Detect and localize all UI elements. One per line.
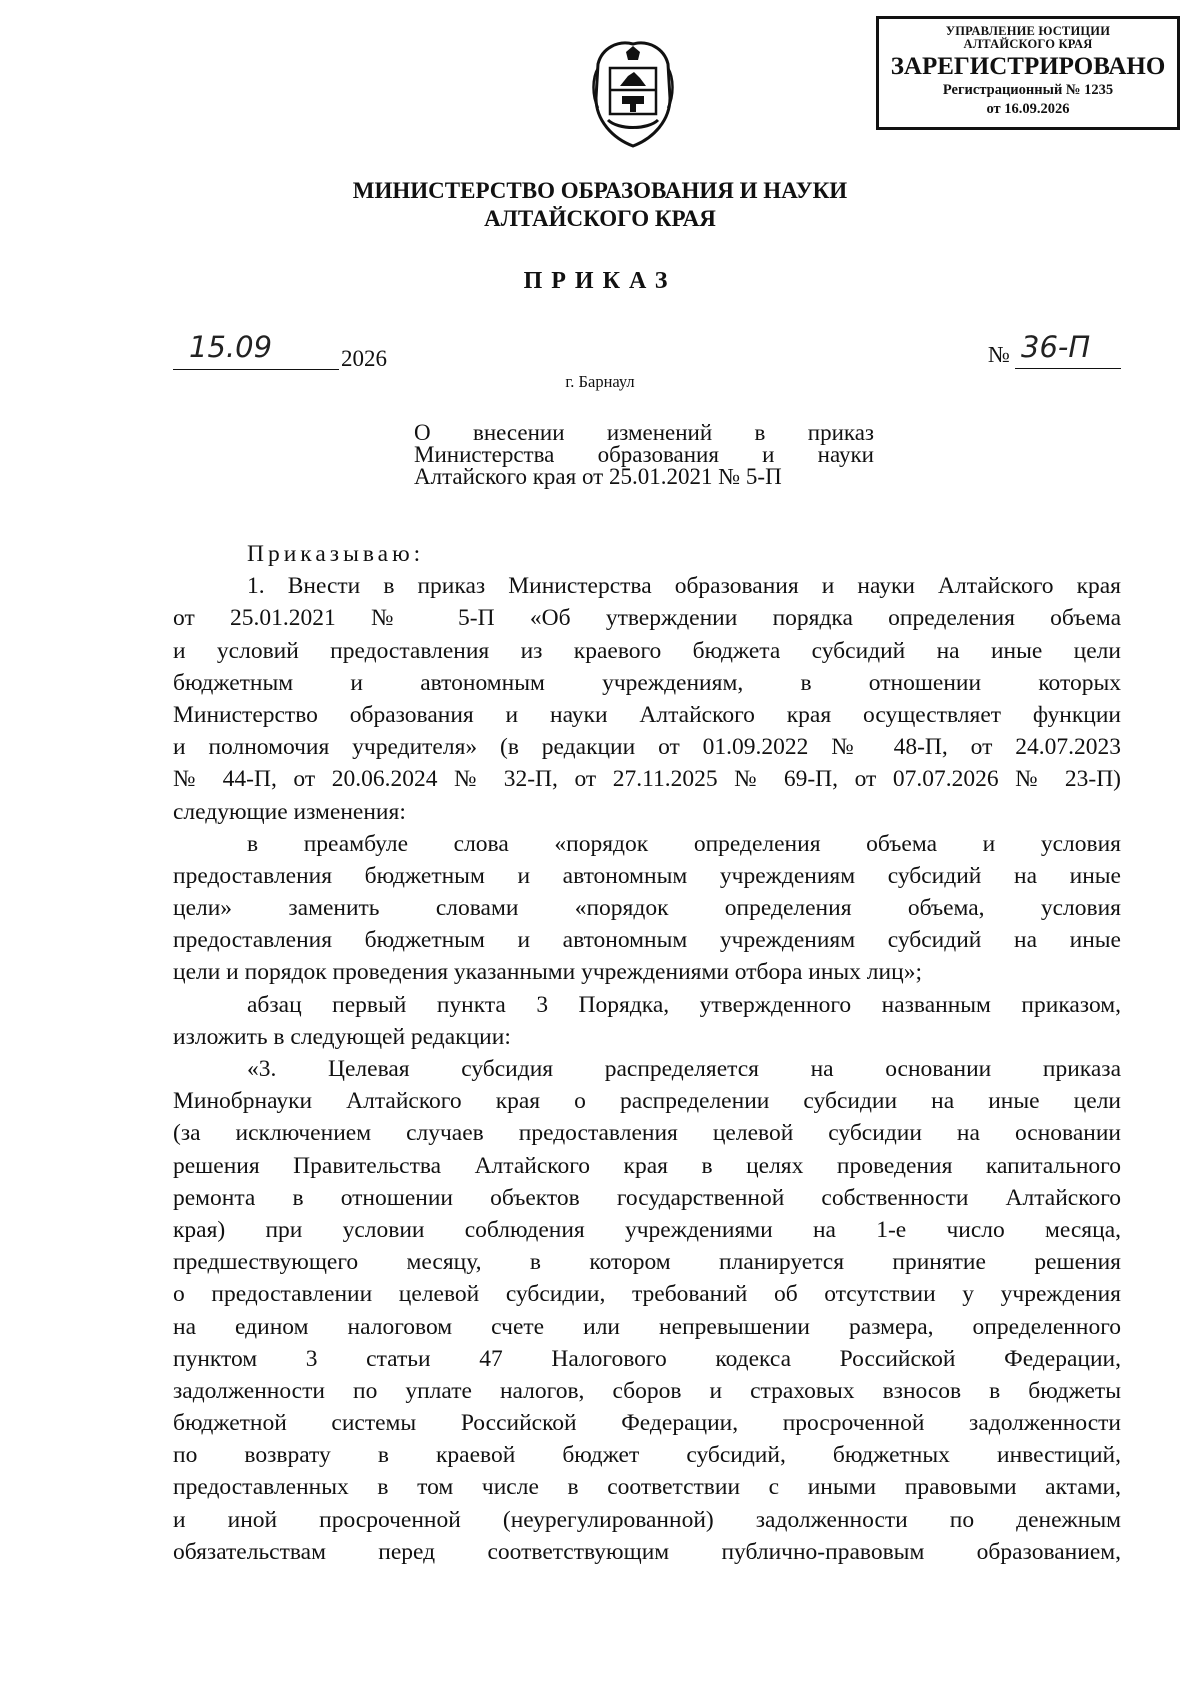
order-word: Приказываю:: [247, 541, 425, 567]
body-line: (за исключением случаев предоставления целевой субсидии на основании: [173, 1120, 1121, 1147]
body-line: цели и порядок проведения указанными учреждениями отбора иных лиц»;: [173, 959, 922, 986]
subject-line: Министерства образования и науки: [414, 442, 874, 467]
body-line: предоставления бюджетным и автономным учреждениям субсидий на иные: [173, 862, 1121, 889]
stamp-status: ЗАРЕГИСТРИРОВАНО: [890, 53, 1166, 80]
body-line: бюджетной системы Российской Федерации, просроченной задолженности: [173, 1410, 1121, 1437]
date-field: [173, 330, 339, 370]
body-line: бюджетным и автономным учреждениям, в отношении которых: [173, 669, 1121, 696]
body-line: и иной просроченной (неурегулированной) задолженности по денежным: [173, 1506, 1121, 1533]
body-line: № 44-П, от 20.06.2024 № 32-П, от 27.11.2025 № 69-П, от 07.07.2026 № 23-П): [173, 766, 1121, 793]
document-subject: [414, 422, 874, 488]
subject-line: Алтайского края от 25.01.2021 № 5-П: [414, 464, 782, 489]
handwritten-number: 36-П: [1015, 330, 1121, 369]
document-type: ПРИКАЗ: [523, 268, 677, 294]
stamp-department-line: АЛТАЙСКОГО КРАЯ: [963, 37, 1093, 51]
body-line: и полномочия учредителя» (в редакции от 01.09.2022 № 48-П, от 24.07.2023: [173, 734, 1121, 761]
date-year: 2026: [341, 346, 387, 371]
subject-line: О внесении изменений в приказ: [414, 420, 874, 445]
stamp-department: [879, 25, 1177, 51]
body-line: ремонта в отношении объектов государственной собственности Алтайского: [173, 1184, 1121, 1211]
stamp-registration-number: Регистрационный № 1235: [942, 82, 1114, 98]
ministry-name-line: МИНИСТЕРСТВО ОБРАЗОВАНИЯ И НАУКИ: [352, 178, 848, 203]
body-line: от 25.01.2021 № 5-П «Об утверждении порядка определения объема: [173, 605, 1121, 632]
body-line: абзац первый пункта 3 Порядка, утвержденного названным приказом,: [247, 991, 1121, 1018]
body-line: обязательствам перед соответствующим публично-правовым образованием,: [173, 1538, 1121, 1565]
body-line: предоставленных в том числе в соответствии с иными правовыми актами,: [173, 1474, 1121, 1501]
body-line: 1. Внести в приказ Министерства образования и науки Алтайского края: [247, 573, 1121, 600]
body-line: края) при условии соблюдения учреждениями на 1-е число месяца,: [173, 1216, 1121, 1243]
registration-stamp: [876, 16, 1180, 130]
handwritten-date: 15.09: [189, 330, 273, 364]
body-line: о предоставлении целевой субсидии, требований об отсутствии у учреждения: [173, 1281, 1121, 1308]
body-line: Министерство образования и науки Алтайского края осуществляет функции: [173, 701, 1121, 728]
body-line: предоставления бюджетным и автономным учреждениям субсидий на иные: [173, 927, 1121, 954]
stamp-department-line: УПРАВЛЕНИЕ ЮСТИЦИИ: [945, 24, 1111, 38]
stamp-date: от 16.09.2026: [986, 101, 1070, 117]
body-line: по возврату в краевой бюджет субсидий, бюджетных инвестиций,: [173, 1442, 1121, 1469]
body-line: задолженности по уплате налогов, сборов и страховых взносов в бюджеты: [173, 1377, 1121, 1404]
number-label: №: [988, 342, 1010, 367]
ministry-name: [0, 177, 1200, 233]
body-line: «3. Целевая субсидия распределяется на основании приказа: [247, 1056, 1121, 1082]
body-line: на едином налоговом счете или непревышении размера, определенного: [173, 1313, 1121, 1340]
body-line: цели» заменить словами «порядок определения объема, условия: [173, 895, 1121, 922]
body-line: предшествующего месяцу, в котором планируется принятие решения: [173, 1249, 1121, 1276]
ministry-name-line: АЛТАЙСКОГО КРАЯ: [484, 206, 716, 231]
body-line: в преамбуле слова «порядок определения объема и условия: [247, 830, 1121, 857]
body-line: следующие изменения:: [173, 798, 406, 825]
coat-of-arms-icon: [588, 38, 678, 150]
body-line: пунктом 3 статьи 47 Налогового кодекса Российской Федерации,: [173, 1345, 1121, 1372]
city: г. Барнаул: [565, 372, 635, 391]
document-body: [173, 538, 1121, 1568]
body-line: Минобрнауки Алтайского края о распределении субсидии на иные цели: [173, 1088, 1121, 1115]
body-line: решения Правительства Алтайского края в целях проведения капитального: [173, 1152, 1121, 1179]
body-line: и условий предоставления из краевого бюджета субсидий на иные цели: [173, 637, 1121, 664]
body-line: изложить в следующей редакции:: [173, 1023, 511, 1050]
